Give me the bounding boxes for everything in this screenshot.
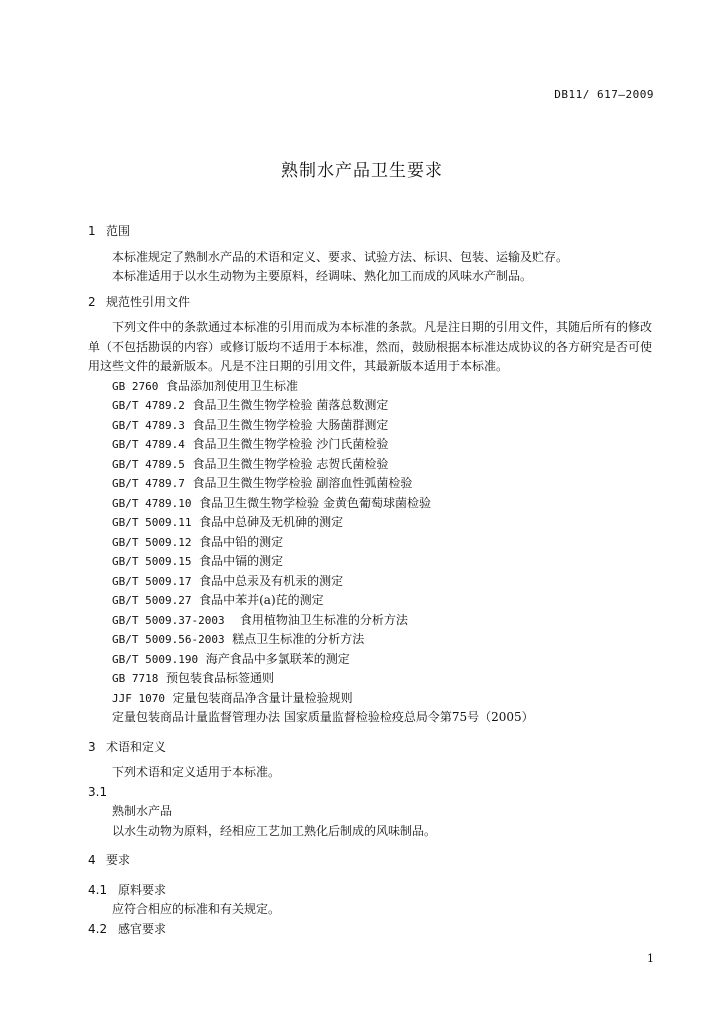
section-number: 2 [88, 294, 96, 309]
section-title: 范围 [106, 224, 131, 238]
reference-title: 定量包装商品净含量计量检验规则 [172, 690, 353, 705]
paragraph: 应符合相应的标准和有关规定。 [112, 902, 281, 916]
reference-title: 食品卫生微生物学检验 大肠菌群测定 [192, 417, 389, 432]
reference-item [88, 689, 658, 709]
reference-item [88, 572, 658, 592]
reference-item [88, 708, 658, 728]
reference-title: 食品添加剂使用卫生标准 [166, 378, 299, 393]
reference-code: GB/T 5009.56-2003 [112, 633, 225, 646]
reference-item [88, 513, 658, 533]
reference-title: 糕点卫生标准的分析方法 [232, 632, 365, 646]
reference-code: GB/T 5009.37-2003 [112, 613, 225, 627]
reference-item [88, 552, 658, 572]
paragraph: 本标准规定了熟制水产品的术语和定义、要求、试验方法、标识、包装、运输及贮存。 [112, 249, 569, 264]
section-heading-normative-references [88, 293, 658, 313]
subsection-title: 感官要求 [118, 921, 167, 936]
section-title: 要求 [106, 853, 131, 867]
reference-list [88, 377, 658, 728]
term-number: 3.1 [88, 784, 108, 799]
document-body [88, 222, 658, 939]
term-definition: 以水生动物为原料，经相应工艺加工熟化后制成的风味制品。 [112, 823, 437, 838]
reference-item [88, 494, 658, 514]
reference-code: JJF 1070 [112, 691, 165, 705]
reference-title: 海产食品中多氯联苯的测定 [205, 651, 350, 666]
reference-code: GB/T 4789.10 [112, 496, 192, 510]
reference-title: 食品中总砷及无机砷的测定 [199, 515, 344, 529]
reference-code: GB/T 5009.11 [112, 516, 192, 529]
subsection-title: 原料要求 [118, 882, 167, 897]
reference-code: GB/T 4789.7 [112, 477, 185, 490]
reference-code: GB/T 4789.5 [112, 457, 185, 471]
reference-item [88, 630, 658, 650]
reference-item [88, 611, 658, 631]
term-name: 熟制水产品 [112, 804, 173, 818]
reference-item [88, 455, 658, 475]
reference-code: GB/T 4789.2 [112, 399, 185, 412]
subsection-number: 4.1 [88, 882, 108, 897]
subsection-heading-raw-materials [88, 881, 658, 901]
reference-item [88, 533, 658, 553]
reference-code: GB/T 5009.190 [112, 652, 199, 666]
subsection-number: 4.2 [88, 921, 108, 936]
reference-title: 食品中苯并(a)芘的测定 [199, 593, 324, 607]
paragraph: 下列文件中的条款通过本标准的引用而成为本标准的条款。凡是注日期的引用文件，其随后所有的修改单（不包括勘误的内容）或修订版均不适用于本标准，然而，鼓励根据本标准达成协议的各方研究是否可使用这些文件的最新版本。凡是不注日期的引用文件，其最新版本适用于本标准。 [88, 320, 653, 373]
reference-title: 食品中镉的测定 [199, 554, 284, 568]
reference-item [88, 669, 658, 689]
reference-code: GB/T 4789.4 [112, 438, 185, 451]
page-number: 1 [647, 952, 654, 965]
reference-code: GB 2760 [112, 379, 159, 393]
reference-title: 食品卫生微生物学检验 志贺氏菌检验 [192, 456, 389, 471]
reference-item [88, 435, 658, 455]
reference-item [88, 591, 658, 611]
reference-code: GB/T 4789.3 [112, 418, 185, 432]
section-heading-terms [88, 738, 658, 758]
reference-code: GB/T 5009.12 [112, 535, 192, 549]
reference-title: 食品卫生微生物学检验 沙门氏菌检验 [192, 437, 389, 451]
reference-item [88, 396, 658, 416]
paragraph: 下列术语和定义适用于本标准。 [112, 765, 281, 779]
document-title: 熟制水产品卫生要求 [281, 161, 443, 181]
reference-title: 食用植物油卫生标准的分析方法 [239, 612, 408, 627]
reference-title: 预包装食品标签通则 [166, 671, 275, 685]
reference-item [88, 377, 658, 397]
standard-code: DB11/ 617—2009 [554, 88, 654, 101]
reference-title: 食品卫生微生物学检验 金黄色葡萄球菌检验 [199, 495, 431, 510]
reference-code: GB/T 5009.27 [112, 594, 192, 607]
section-heading-requirements [88, 851, 658, 871]
reference-item [88, 416, 658, 436]
reference-title: 食品中总汞及有机汞的测定 [199, 573, 344, 588]
reference-item [88, 474, 658, 494]
reference-code: GB/T 5009.15 [112, 555, 192, 568]
section-title: 术语和定义 [106, 739, 167, 754]
section-number: 4 [88, 853, 96, 867]
reference-title: 食品中铅的测定 [199, 534, 284, 549]
section-number: 3 [88, 739, 96, 754]
paragraph: 本标准适用于以水生动物为主要原料，经调味、熟化加工而成的风味水产制品。 [112, 269, 533, 283]
reference-title: 食品卫生微生物学检验 菌落总数测定 [192, 398, 389, 412]
subsection-heading-sensory [88, 920, 658, 940]
section-heading-scope [88, 222, 658, 242]
reference-code: GB 7718 [112, 672, 159, 685]
reference-item [88, 650, 658, 670]
reference-code: GB/T 5009.17 [112, 574, 192, 588]
reference-title: 食品卫生微生物学检验 副溶血性弧菌检验 [192, 476, 413, 490]
reference-title: 国家质量监督检验检疫总局令第75号（2005） [283, 710, 534, 724]
section-title: 规范性引用文件 [106, 294, 191, 309]
reference-code: 定量包装商品计量监督管理办法 [112, 710, 281, 724]
section-number: 1 [88, 224, 96, 238]
